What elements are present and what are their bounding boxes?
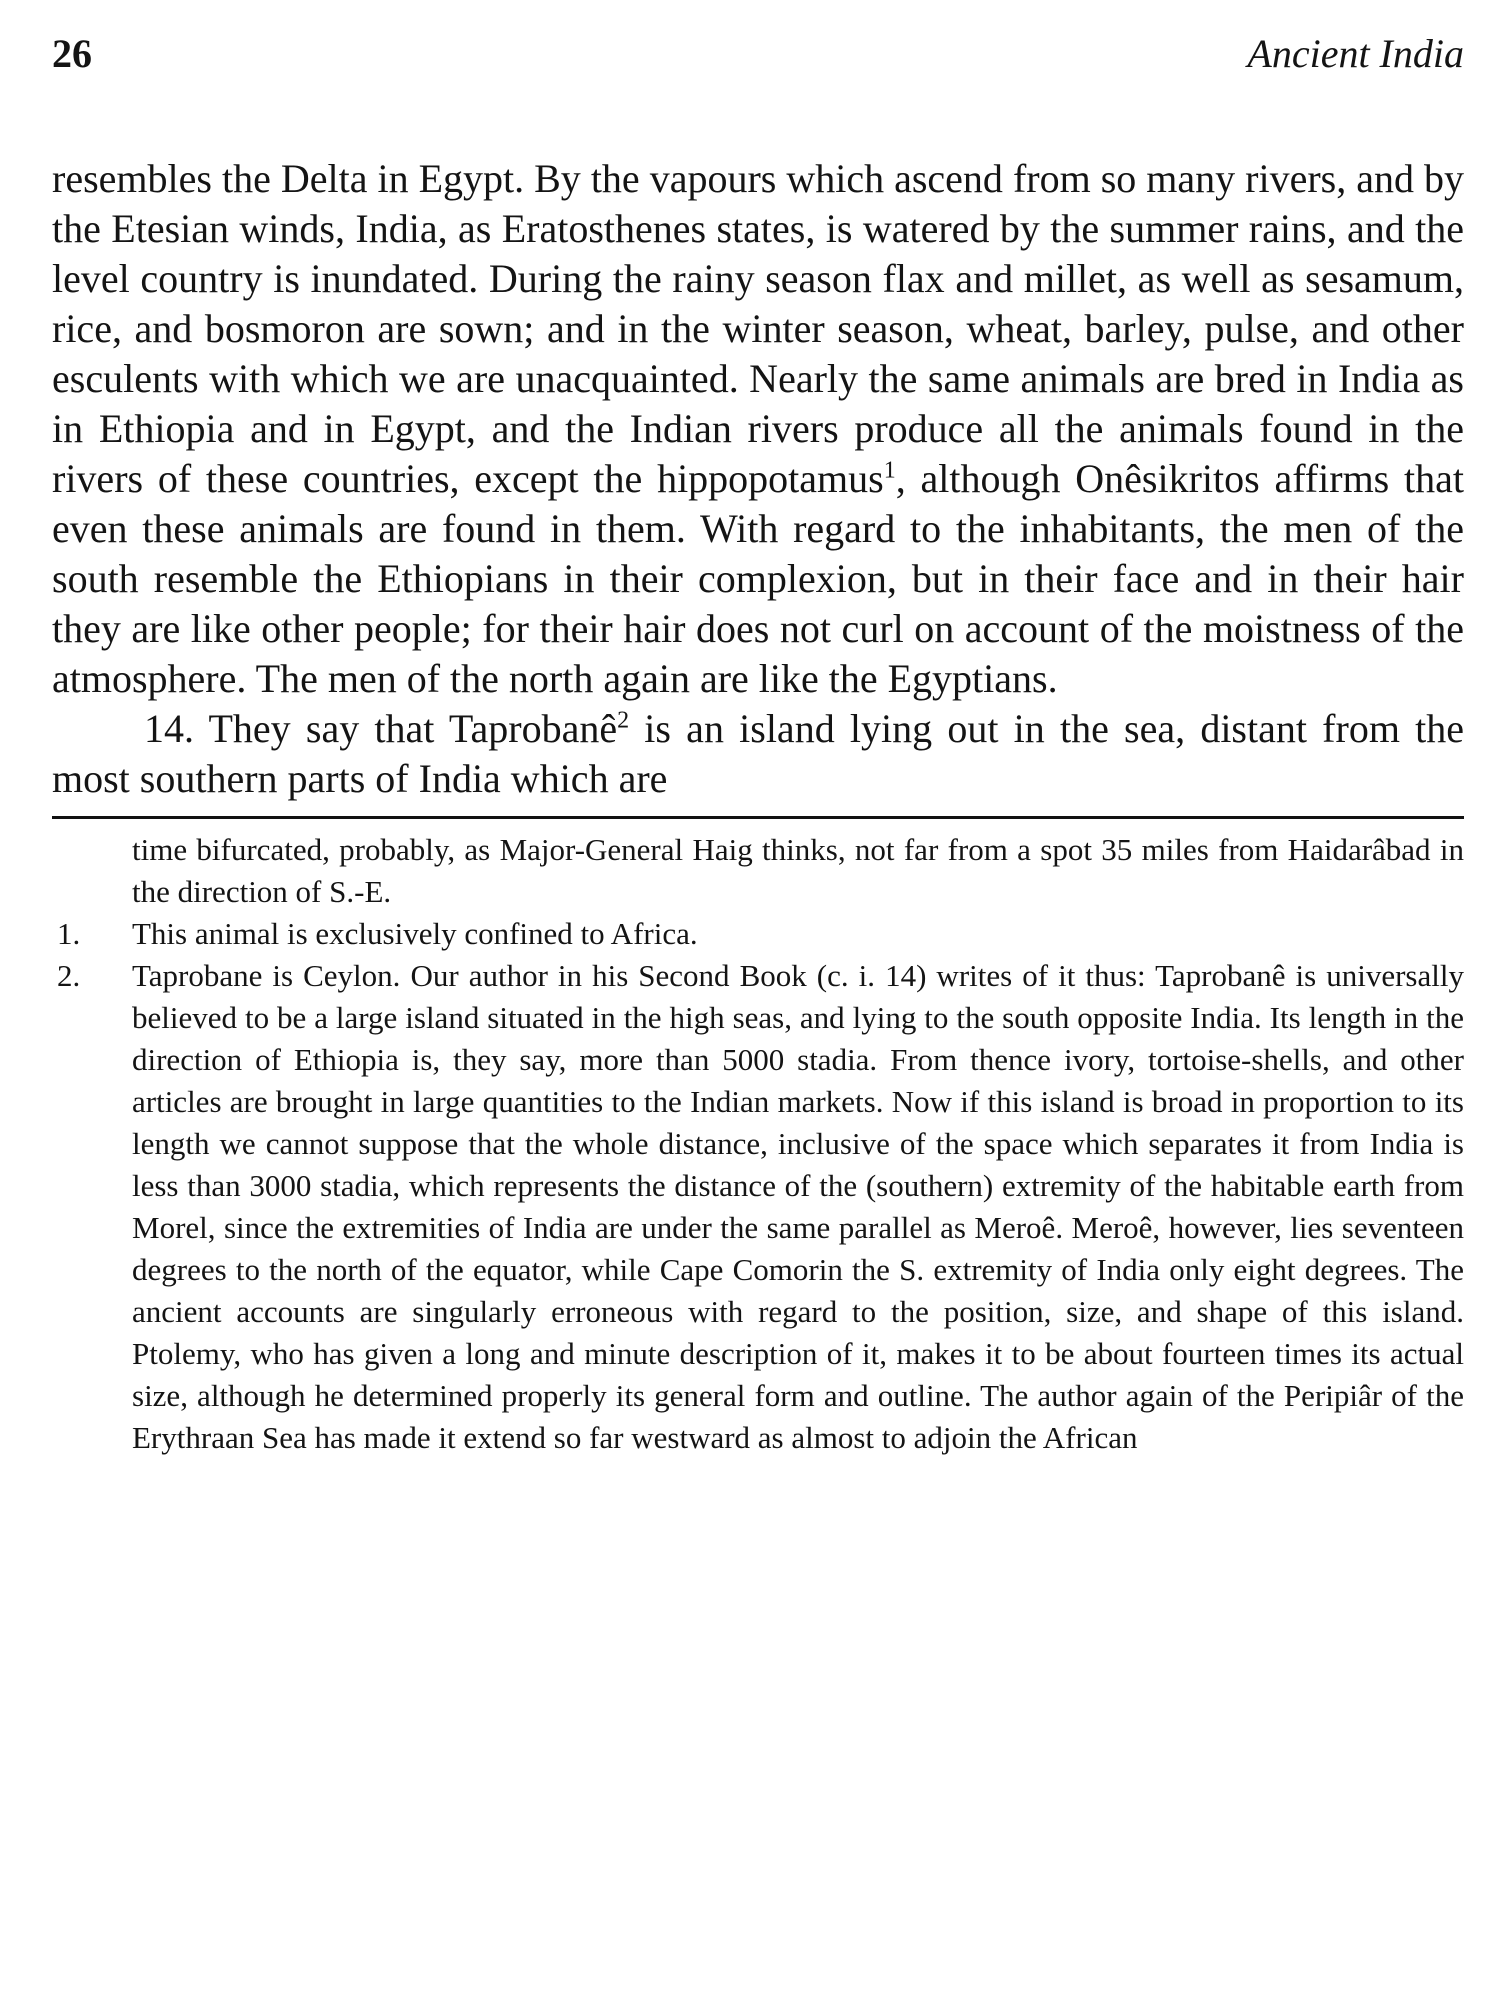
running-title: Ancient India [1247, 31, 1464, 76]
footnote-reference-2: 2 [617, 707, 630, 734]
footnote-reference-1: 1 [883, 457, 896, 484]
main-paragraph-14 [52, 704, 1464, 804]
footnote-divider [52, 816, 1464, 819]
main-paragraph-continued [52, 154, 1464, 704]
page-number: 26 [52, 31, 92, 76]
footnote-text: This animal is exclusively confined to Africa. [132, 916, 698, 951]
footnote-number: 1. [57, 916, 81, 951]
main-paragraph-1-end: , although Onêsikritos affirms that even these animals are found in them. With regard to the inhabitants, the men of the south resemble the Ethiopians in their complexion, but in their face and in their hair they are like other people; for their hair does not curl on account of the moistness of the atmosphere. The men of the north again are like the Egyptians. [52, 456, 1464, 701]
footnote-text: Taprobane is Ceylon. Our author in his Second Book (c. i. 14) writes of it thus: Taprobanê is universally believed to be a large island situated in the high seas, and lying to the south opposite India. Its length in the direction of Ethiopia is, they say, more than 5000 stadia. From thence ivory, tortoise-shells, and other articles are brought in large quantities to the Indian markets. Now if this island is broad in proportion to its length we cannot suppose that the whole distance, inclusive of the space which separates it from India is less than 3000 stadia, which represents the distance of the (southern) extremity of the habitable earth from Morel, since the extremities of India are under the same parallel as Meroê. Meroê, however, lies seventeen degrees to the north of the equator, while Cape Comorin the S. extremity of India only eight degrees. The ancient accounts are singularly erroneous with regard to the position, size, and shape of this island. Ptolemy, who has given a long and minute description of it, makes it to be about fourteen times its actual size, although he determined properly its general form and outline. The author again of the Peripiâr of the Erythraan Sea has made it extend so far westward as almost to adjoin the African [132, 958, 1464, 1455]
main-text [52, 154, 1464, 804]
book-page [52, 30, 1464, 1459]
footnote-continuation: time bifurcated, probably, as Major-General Haig thinks, not far from a spot 35 miles from Haidarâbad in the direction of S.-E. [132, 832, 1464, 909]
main-paragraph-2-end: is an island lying out in the sea, distant from the most southern parts of India which are [52, 706, 1465, 801]
footnote-item [52, 955, 1464, 1459]
footnote-number: 2. [57, 958, 81, 993]
page-header [52, 30, 1464, 100]
footnotes [52, 829, 1464, 1459]
footnote-item [52, 913, 1464, 955]
main-paragraph-1-text: resembles the Delta in Egypt. By the vapours which ascend from so many rivers, and by the Etesian winds, India, as Eratosthenes states, is watered by the summer rains, and the level country is inundated. During the rainy season flax and millet, as well as sesamum, rice, and bosmoron are sown; and in the winter season, wheat, barley, pulse, and other esculents with which we are unacquainted. Nearly the same animals are bred in India as in Ethiopia and in Egypt, and the Indian rivers produce all the animals found in the rivers of these countries, except the hippopotamus [52, 156, 1464, 501]
main-paragraph-2-start: 14. They say that Taprobanê [144, 706, 618, 751]
